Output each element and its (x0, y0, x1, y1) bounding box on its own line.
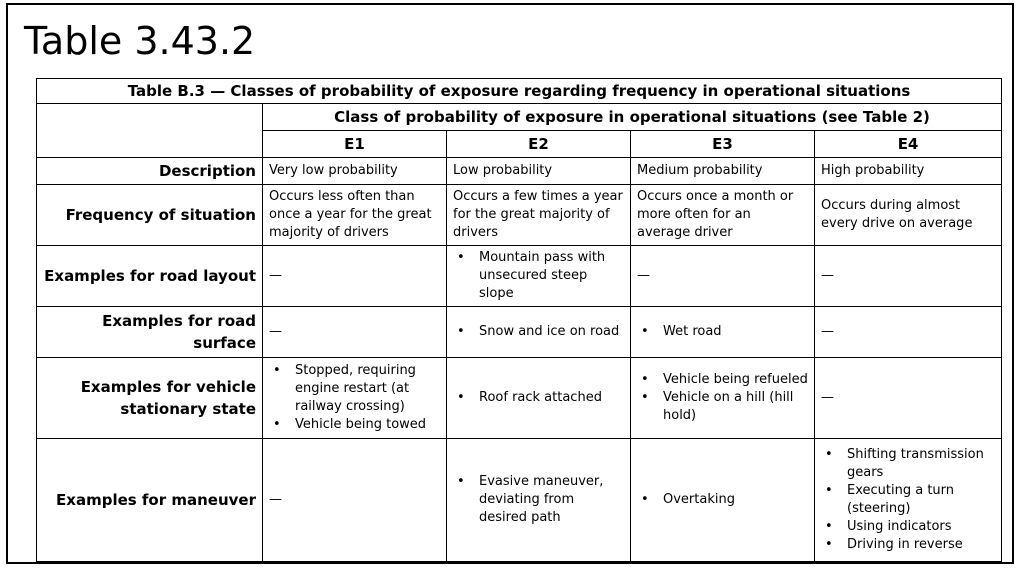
table-cell (631, 358, 815, 439)
col-header-e1: E1 (263, 131, 447, 158)
class-header: Class of probability of exposure in operational situations (see Table 2) (263, 104, 1002, 131)
bullet-list (821, 446, 995, 554)
bullet-list (637, 371, 808, 425)
table-row-maneuver (37, 439, 1002, 562)
cell-text: Medium probability (637, 163, 763, 178)
table-cell (263, 185, 447, 246)
table-cell (447, 246, 631, 307)
slide-title: Table 3.43.2 (24, 19, 256, 63)
table-cell (447, 158, 631, 185)
table-cell (815, 185, 1002, 246)
table-cell (631, 307, 815, 358)
bullet-list (453, 473, 624, 527)
col-header-e4: E4 (815, 131, 1002, 158)
empty-dash: — (821, 390, 834, 405)
table-row-road-surface (37, 307, 1002, 358)
cell-text: Very low probability (269, 163, 398, 178)
bullet-list (453, 389, 624, 407)
table-cell (631, 185, 815, 246)
bullet-item: • Shifting transmission gears (841, 446, 995, 482)
cell-text: Low probability (453, 163, 553, 178)
bullet-item: • Vehicle being refueled (657, 371, 808, 389)
table-cell (263, 158, 447, 185)
table-cell (447, 185, 631, 246)
exposure-table (36, 78, 1002, 562)
bullet-item: • Stopped, requiring engine restart (at railway crossing) (289, 362, 440, 416)
col-header-e3: E3 (631, 131, 815, 158)
empty-dash: — (821, 268, 834, 283)
table-cell (263, 439, 447, 562)
bullet-list (637, 323, 808, 341)
cell-text: Occurs during almost every drive on average (821, 198, 973, 231)
row-header: Frequency of situation (37, 185, 263, 246)
empty-dash: — (821, 324, 834, 339)
row-header: Description (37, 158, 263, 185)
table-cell (263, 246, 447, 307)
table-cell (631, 439, 815, 562)
bullet-item: • Evasive maneuver, deviating from desired path (473, 473, 624, 527)
cell-text: Occurs once a month or more often for an average driver (637, 189, 794, 240)
table-caption: Table B.3 — Classes of probability of exposure regarding frequency in operational situations (37, 79, 1002, 104)
table-row-description (37, 158, 1002, 185)
table-cell (447, 307, 631, 358)
table-row-stationary-state (37, 358, 1002, 439)
bullet-item: • Wet road (657, 323, 808, 341)
row-header: Examples for vehicle stationary state (37, 358, 263, 439)
bullet-item: • Roof rack attached (473, 389, 624, 407)
empty-dash: — (637, 268, 650, 283)
table-cell (263, 358, 447, 439)
table-cell (815, 439, 1002, 562)
bullet-list (453, 323, 624, 341)
bullet-item: • Using indicators (841, 518, 995, 536)
bullet-list (453, 249, 624, 303)
table-cell (447, 358, 631, 439)
empty-dash: — (269, 492, 282, 507)
cell-text: High probability (821, 163, 925, 178)
table-cell (447, 439, 631, 562)
table-cell (263, 307, 447, 358)
bullet-item: • Overtaking (657, 491, 808, 509)
table-cell (815, 246, 1002, 307)
bullet-list (269, 362, 440, 434)
table-cell (631, 158, 815, 185)
table-row-road-layout (37, 246, 1002, 307)
cell-text: Occurs less often than once a year for the great majority of drivers (269, 189, 432, 240)
bullet-item: • Vehicle being towed (289, 416, 440, 434)
bullet-item: • Driving in reverse (841, 536, 995, 554)
empty-dash: — (269, 324, 282, 339)
table-row-frequency (37, 185, 1002, 246)
bullet-item: • Mountain pass with unsecured steep slope (473, 249, 624, 303)
cell-text: Occurs a few times a year for the great majority of drivers (453, 189, 623, 240)
slide (6, 3, 1014, 564)
table-cell (631, 246, 815, 307)
row-header: Examples for maneuver (37, 439, 263, 562)
bullet-item: • Snow and ice on road (473, 323, 624, 341)
bullet-item: • Vehicle on a hill (hill hold) (657, 389, 808, 425)
table-cell (815, 358, 1002, 439)
corner-cell (37, 104, 263, 158)
row-header: Examples for road surface (37, 307, 263, 358)
table-cell (815, 158, 1002, 185)
bullet-item: • Executing a turn (steering) (841, 482, 995, 518)
col-header-e2: E2 (447, 131, 631, 158)
bullet-list (637, 491, 808, 509)
empty-dash: — (269, 268, 282, 283)
table-cell (815, 307, 1002, 358)
row-header: Examples for road layout (37, 246, 263, 307)
